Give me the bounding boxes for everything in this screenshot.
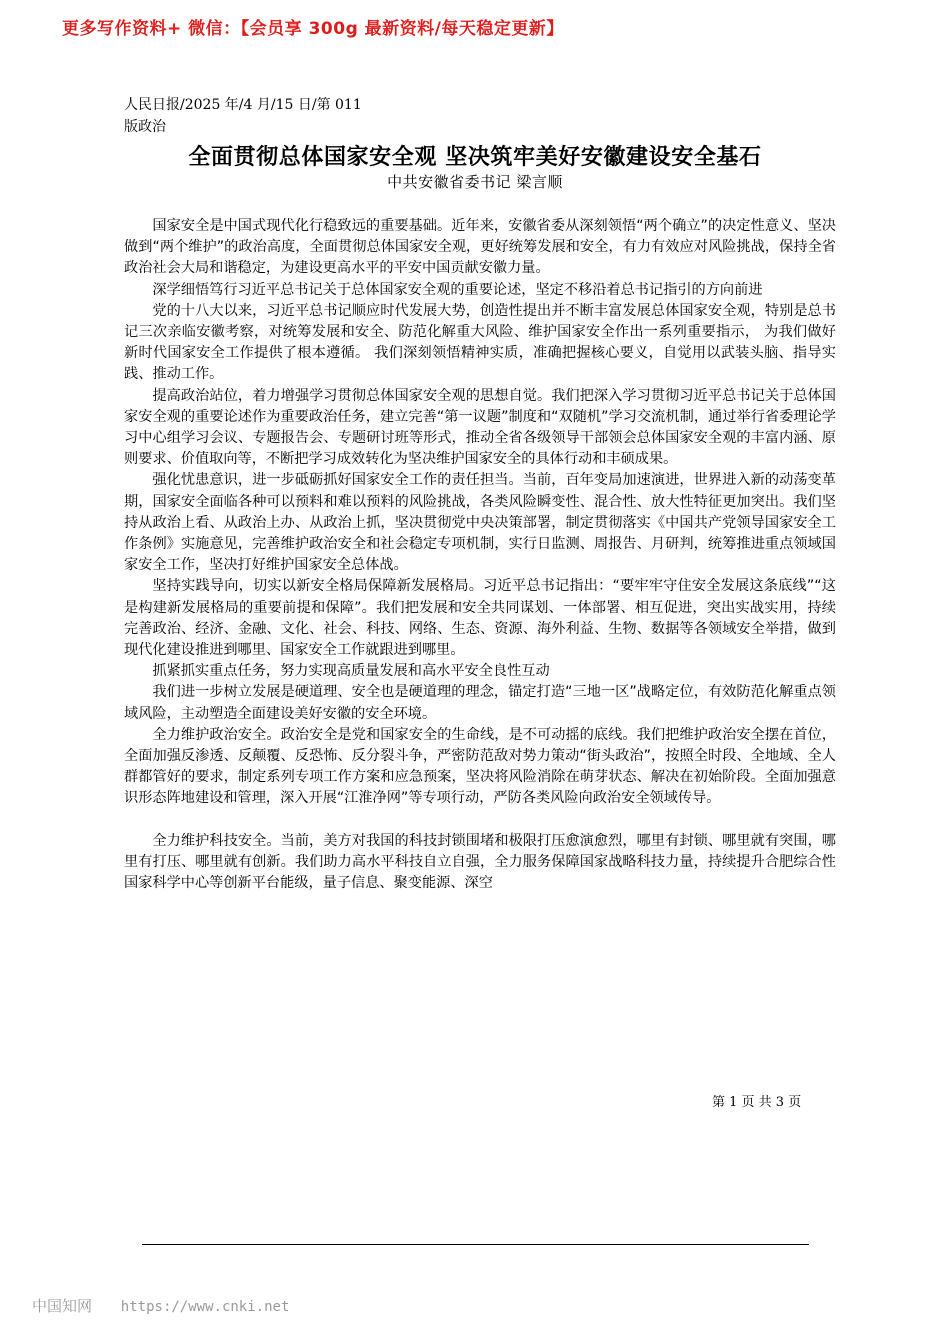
paragraph: 全力维护政治安全。政治安全是党和国家安全的生命线，是不可动摇的底线。我们把维护政治安全摆在首位，全面加强反渗透、反颠覆、反恐怖、反分裂斗争，严密防范敌对势力策动“街头政治”，按照全时段、全地域、全人群都管好的要求，制定系列专项工作方案和应急预案，坚决将风险消除在萌芽状态、解决在初始阶段。全面加强意识形态阵地建设和管理，深入开展“江淮净网”等专项行动，严防各类风险向政治安全领域传导。 bbox=[124, 726, 836, 807]
section-heading: 抓紧抓实重点任务，努力实现高质量发展和高水平安全良性互动 bbox=[152, 663, 550, 680]
article-author: 中共安徽省委书记 梁言顺 bbox=[387, 173, 563, 191]
footer-url-link[interactable]: https://www.cnki.net bbox=[120, 1299, 290, 1315]
page-number: 第 1 页 共 3 页 bbox=[712, 1095, 802, 1110]
footer bbox=[32, 1295, 289, 1316]
publication-line: 人民日报/2025 年/4 月/15 日/第 011 bbox=[124, 97, 362, 113]
paragraph: 国家安全是中国式现代化行稳致远的重要基础。近年来，安徽省委从深刻领悟“两个确立”的决定性意义、坚决做到“两个维护”的政治高度，全面贯彻总体国家安全观，更好统筹发展和安全，有力有效应对风险挑战，保持全省政治社会大局和谐稳定，为建设更高水平的平安中国贡献安徽力量。 bbox=[124, 218, 836, 277]
paragraph: 强化忧患意识，进一步砥砺抓好国家安全工作的责任担当。当前，百年变局加速演进，世界进入新的动荡变革期，国家安全面临各种可以预料和难以预料的风险挑战，各类风险瞬变性、混合性、放大性特征更加突出。我们坚持从政治上看、从政治上办、从政治上抓，坚决贯彻党中央决策部署，制定贯彻落实《中国共产党领导国家安全工作条例》实施意见，完善维护政治安全和社会稳定专项机制，实行日监测、周报告、月研判，统筹推进重点领域国家安全工作，坚决打好维护国家安全总体战。 bbox=[124, 472, 836, 574]
publication-info bbox=[124, 94, 362, 138]
paragraph: 我们进一步树立发展是硬道理、安全也是硬道理的理念，锚定打造“三地一区”战略定位，有效防范化解重点领域风险，主动塑造全面建设美好安徽的安全环境。 bbox=[124, 684, 836, 722]
publication-section: 版政治 bbox=[124, 119, 166, 135]
section-heading: 深学细悟笃行习近平总书记关于总体国家安全观的重要论述，坚定不移沿着总书记指引的方向前进 bbox=[152, 281, 763, 298]
article-body bbox=[124, 216, 836, 894]
footer-divider bbox=[142, 1244, 809, 1245]
promo-banner: 更多写作资料+ 微信：【会员享 300g 最新资料/每天稳定更新】 bbox=[62, 19, 564, 39]
article-title: 全面贯彻总体国家安全观 坚决筑牢美好安徽建设安全基石 bbox=[188, 145, 762, 170]
paragraph: 提高政治站位，着力增强学习贯彻总体国家安全观的思想自觉。我们把深入学习贯彻习近平总书记关于总体国家安全观的重要论述作为重要政治任务，建立完善“第一议题”制度和“双随机”学习交流机制，通过举行省委理论学习中心组学习会议、专题报告会、专题研讨班等形式，推动全省各级领导干部领会总体国家安全观的丰富内涵、原则要求、价值取向等，不断把学习成效转化为坚决维护国家安全的具体行动和丰硕成果。 bbox=[124, 387, 836, 468]
paragraph: 坚持实践导向，切实以新安全格局保障新发展格局。习近平总书记指出：“要牢牢守住安全发展这条底线”“这是构建新发展格局的重要前提和保障”。我们把发展和安全共同谋划、一体部署、相互促进，突出实战实用，持续完善政治、经济、金融、文化、社会、科技、网络、生态、资源、海外利益、生物、数据等各领域安全举措，做到现代化建设推进到哪里、国家安全工作就跟进到哪里。 bbox=[124, 578, 836, 659]
footer-site-name: 中国知网 bbox=[32, 1297, 93, 1315]
paragraph: 全力维护科技安全。当前，美方对我国的科技封锁围堵和极限打压愈演愈烈，哪里有封锁、哪里就有突围，哪里有打压、哪里就有创新。我们助力高水平科技自立自强，全力服务保障国家战略科技力量，持续提升合肥综合性国家科学中心等创新平台能级，量子信息、聚变能源、深空 bbox=[124, 832, 836, 892]
paragraph: 党的十八大以来，习近平总书记顺应时代发展大势，创造性提出并不断丰富发展总体国家安全观，特别是总书记三次亲临安徽考察，对统筹发展和安全、防范化解重大风险、维护国家安全作出一系列重要指示， 为我们做好新时代国家安全工作提供了根本遵循。 我们深刻领悟精神实质，准确把握核心要义，自觉用以武装头脑、指导实践、推动工作。 bbox=[124, 302, 836, 383]
